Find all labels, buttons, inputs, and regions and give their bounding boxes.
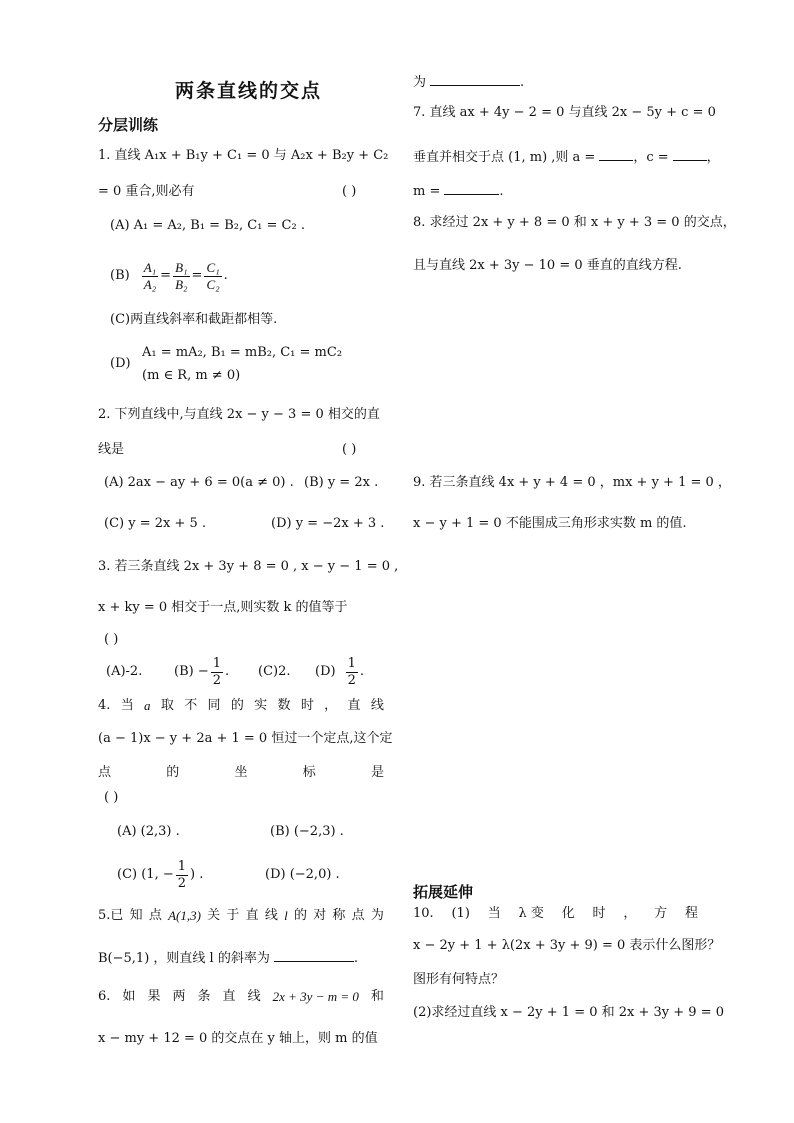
- q3-stem-line2: x + ky = 0 相交于一点,则实数 k 的值等于: [98, 600, 348, 615]
- q2-option-c: (C) y = 2x + 5 .: [104, 516, 207, 531]
- q1-option-b-frac2: $\frac{\text{B₁}}{\text{B₂}}$: [175, 259, 188, 292]
- q8-stem-line2: 且与直线 2x + 3y − 10 = 0 垂直的直线方程.: [413, 258, 682, 273]
- q1-option-c: (C)两直线斜率和截距都相等.: [110, 312, 278, 327]
- q3-stem-line1: 3. 若三条直线 2x + 3y + 8 = 0 , x − y − 1 = 0 ,: [98, 559, 399, 574]
- q3-option-b: (B) − $\frac{1}{2}$ .: [174, 655, 230, 688]
- q1-option-b: (B) $\frac{\text{A₁}}{\text{A₂}}$ = $\frac{\text{B₁}}{\text{B₂}}$ = $\frac{\text{C₁}}{\text{C₂}}$ .: [110, 259, 228, 292]
- q2-option-a: (A) 2ax − ay + 6 = 0(a ≠ 0) .: [104, 475, 294, 490]
- q4-option-c-frac: $\frac{1}{2}$: [177, 858, 187, 891]
- q5-stem-line2: B(−5,1) ，则直线 l 的斜率为 .: [98, 948, 358, 968]
- q4-stem-line1: 4. 当 a 取 不 同 的 实 数 时 ， 直 线: [98, 698, 384, 713]
- q4-answer-paren: ( ): [104, 790, 119, 805]
- q7-stem-line2: 垂直并相交于点 (1, m) ,则 a = ，c = ，: [413, 147, 720, 167]
- q10-stem-line4: (2)求经过直线 x − 2y + 1 = 0 和 2x + 3y + 9 = 0: [413, 1005, 725, 1020]
- q4-option-a: (A) (2,3) .: [117, 824, 180, 839]
- q2-option-d: (D) y = −2x + 3 .: [271, 516, 385, 531]
- q1-option-d-line1: A₁ = mA₂, B₁ = mB₂, C₁ = mC₂: [142, 345, 343, 360]
- q5-answer-blank[interactable]: [274, 948, 354, 962]
- q6-answer-blank[interactable]: [430, 72, 520, 86]
- q3-option-d: (D) $\frac{1}{2}$ .: [315, 655, 364, 688]
- q10-stem-line3: 图形有何特点？: [413, 972, 505, 987]
- section-heading-extend: 拓展延伸: [413, 883, 474, 901]
- q4-stem-line3: 点 的 坐 标 是: [98, 765, 384, 780]
- q7-a-blank[interactable]: [599, 147, 633, 161]
- section-heading-layered: 分层训练: [98, 116, 159, 134]
- q6-stem-line1: 6. 如 果 两 条 直 线 2x + 3y − m = 0 和: [98, 989, 384, 1004]
- q3-option-d-frac: $\frac{1}{2}$: [347, 655, 356, 688]
- q2-option-b: (B) y = 2x .: [304, 475, 379, 490]
- q3-option-c: (C)2.: [258, 664, 291, 679]
- q4-option-b: (B) (−2,3) .: [270, 824, 344, 839]
- q6-continuation: 为 .: [413, 72, 524, 92]
- q7-stem-line3: m = .: [413, 181, 504, 201]
- q2-answer-paren: ( ): [342, 442, 357, 457]
- q1-option-d-line2: (m ∈ R, m ≠ 0): [142, 368, 241, 383]
- q1-option-b-frac1: $\frac{\text{A₁}}{\text{A₂}}$: [143, 259, 157, 292]
- q9-stem-line2: x − y + 1 = 0 不能围成三角形求实数 m 的值.: [413, 516, 687, 531]
- q1-option-b-frac3: $\frac{\text{C₁}}{\text{C₂}}$: [206, 259, 220, 292]
- q1-option-a: (A) A₁ = A₂, B₁ = B₂, C₁ = C₂ .: [110, 218, 305, 233]
- q1-option-d-label: (D): [110, 356, 131, 371]
- q7-stem-line1: 7. 直线 ax + 4y − 2 = 0 与直线 2x − 5y + c = 0: [413, 105, 716, 120]
- q4-option-c: (C) (1, − $\frac{1}{2}$ ) .: [117, 858, 204, 891]
- q9-stem-line1: 9. 若三条直线 4x + y + 4 = 0 ，mx + y + 1 = 0 ，: [413, 475, 731, 490]
- q8-stem-line1: 8. 求经过 2x + y + 8 = 0 和 x + y + 3 = 0 的交点，: [413, 215, 736, 230]
- q1-option-b-label: (B): [110, 268, 130, 283]
- q6-stem-line2: x − my + 12 = 0 的交点在 y 轴上，则 m 的值: [98, 1031, 378, 1046]
- q2-stem-line1: 2. 下列直线中,与直线 2x − y − 3 = 0 相交的直: [98, 407, 380, 422]
- q2-stem-line2: 线是: [98, 442, 125, 457]
- q10-stem-line1: 10. (1) 当 λ 变 化 时 ， 方 程: [413, 906, 698, 921]
- page-title: 两条直线的交点: [175, 80, 323, 102]
- q3-answer-paren: ( ): [104, 632, 119, 647]
- q3-option-a: (A)-2.: [106, 664, 143, 679]
- q4-stem-line2: (a − 1)x − y + 2a + 1 = 0 恒过一个定点,这个定: [98, 731, 393, 746]
- q1-answer-paren: ( ): [342, 184, 357, 199]
- q5-stem-line1: 5.已 知 点 A(1,3) 关 于 直 线 l 的 对 称 点 为: [98, 908, 384, 923]
- q4-option-d: (D) (−2,0) .: [265, 867, 340, 882]
- q3-option-b-frac: $\frac{1}{2}$: [212, 655, 222, 688]
- q7-c-blank[interactable]: [673, 147, 707, 161]
- q1-stem-line1: 1. 直线 A₁x + B₁y + C₁ = 0 与 A₂x + B₂y + C₂: [98, 148, 389, 163]
- q10-stem-line2: x − 2y + 1 + λ(2x + 3y + 9) = 0 表示什么图形？: [413, 938, 721, 953]
- q7-m-blank[interactable]: [444, 181, 499, 195]
- q1-stem-line2: = 0 重合,则必有: [98, 184, 195, 199]
